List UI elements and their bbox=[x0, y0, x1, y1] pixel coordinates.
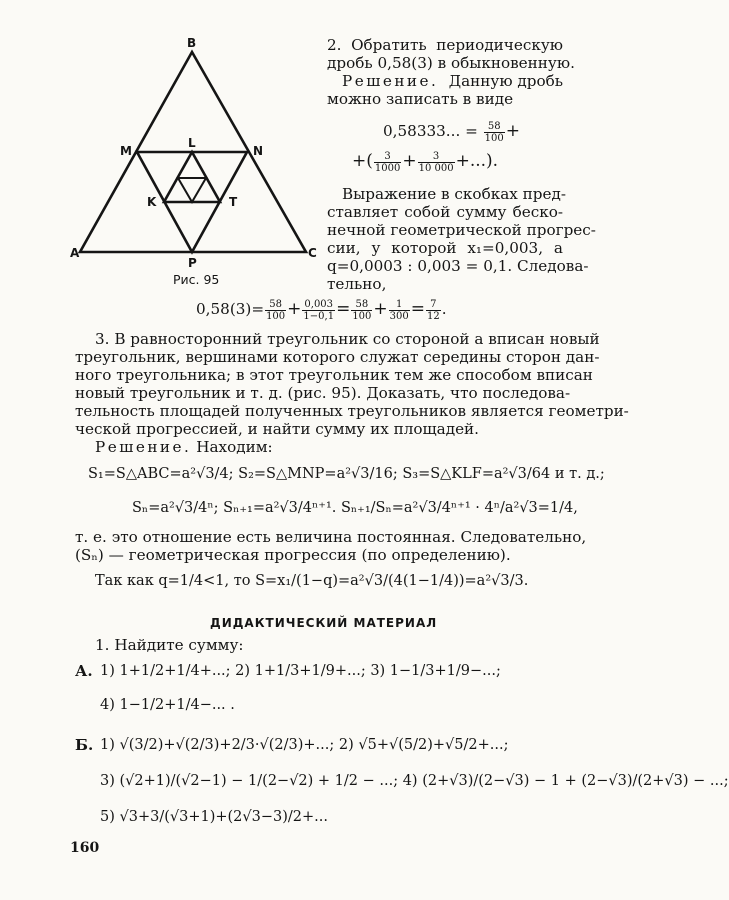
page-number: 160 bbox=[70, 840, 100, 856]
formula-result: 0,58(3)= $\frac{58}{100}$ + $\frac{0,003}{1-0,1}$ = $\frac{58}{100}$ + $\frac{1}{300}$ = $\frac{7}{12}$ . bbox=[196, 298, 447, 322]
group-b-row1: 1) √(3/2)+√(2/3)+2/3·√(2/3)+...; 2) √5+√(5/2)+√5/2+...; bbox=[100, 737, 509, 753]
vertex-label-a: A bbox=[70, 246, 80, 260]
problem3-line6: ческой прогрессией, и найти сумму их площадей. bbox=[75, 420, 480, 438]
problem3-line1: 3. В равносторонний треугольник со стороной a вписан новый bbox=[95, 330, 600, 348]
problem3-conclusion-2: (Sₙ) — геометрическая прогрессия (по определению). bbox=[75, 546, 511, 564]
group-b-label: Б. bbox=[75, 736, 94, 754]
solution-word: Решение. bbox=[342, 72, 439, 90]
problem2-solution-line bbox=[342, 72, 563, 90]
vertex-label-t: T bbox=[229, 195, 238, 209]
vertex-label-c: C bbox=[308, 246, 317, 260]
group-a-row2: 4) 1−1/2+1/4−... . bbox=[100, 697, 235, 713]
problem3-line3: ного треугольника; в этот треугольник тем же способом вписан bbox=[75, 366, 593, 384]
vertex-label-b: B bbox=[187, 36, 197, 50]
formula-series: +( $\frac{3}{1000}$ + $\frac{3}{10 000}$ +...). bbox=[352, 150, 499, 174]
task1-title: 1. Найдите сумму: bbox=[95, 636, 244, 654]
formula-0-58333: 0,58333... = $\frac{58}{100}$ + bbox=[383, 120, 521, 144]
solution-rest: Данную дробь bbox=[448, 72, 563, 90]
didactic-heading: ДИДАКТИЧЕСКИЙ МАТЕРИАЛ bbox=[210, 616, 438, 630]
vertex-label-p: P bbox=[188, 256, 197, 270]
problem3-line5: тельность площадей полученных треугольников является геометри- bbox=[75, 402, 629, 420]
problem2-text-1: Выражение в скобках пред- bbox=[342, 185, 566, 203]
figure-95-triangles bbox=[60, 30, 330, 270]
formula-sum: Так как q=1/4<1, то S=x₁/(1−q)=a²√3/(4(1−1/4))=a²√3/3. bbox=[95, 573, 529, 589]
vertex-label-m: M bbox=[120, 144, 132, 158]
group-b-row3: 5) √3+3/(√3+1)+(2√3−3)/2+... bbox=[100, 809, 328, 825]
problem2-text-4: сии, у которой x₁=0,003, а bbox=[327, 239, 563, 257]
problem2-line2: дробь 0,58(3) в обыкновенную. bbox=[327, 54, 575, 72]
problem2-text-6: тельно, bbox=[327, 275, 387, 293]
vertex-label-n: N bbox=[253, 144, 264, 158]
problem2-text-3: нечной геометрической прогрес- bbox=[327, 221, 596, 239]
group-a-row1: 1) 1+1/2+1/4+...; 2) 1+1/3+1/9+...; 3) 1−1/3+1/9−...; bbox=[100, 663, 501, 679]
problem2-line4: можно записать в виде bbox=[327, 90, 514, 108]
group-b-row2: 3) (√2+1)/(√2−1) − 1/(2−√2) + 1/2 − ...; 4) (2+√3)/(2−√3) − 1 + (2−√3)/(2+√3) − ...; bbox=[100, 773, 729, 789]
problem3-solution: Решение. Находим: bbox=[95, 438, 273, 456]
figure-caption: Рис. 95 bbox=[173, 272, 220, 287]
problem2-text-2: ставляет собой сумму беско- bbox=[327, 203, 563, 221]
problem3-line4: новый треугольник и т. д. (рис. 95). Доказать, что последова- bbox=[75, 384, 571, 402]
problem3-conclusion-1: т. е. это отношение есть величина постоянная. Следовательно, bbox=[75, 528, 587, 546]
vertex-label-l: L bbox=[188, 136, 196, 150]
formula-areas-2: Sₙ=a²√3/4ⁿ; Sₙ₊₁=a²√3/4ⁿ⁺¹. Sₙ₊₁/Sₙ=a²√3/4ⁿ⁺¹ · 4ⁿ/a²√3=1/4, bbox=[132, 500, 578, 516]
triangle-inner bbox=[178, 178, 206, 202]
problem2-line1: 2. Обратить периодическую bbox=[327, 36, 563, 54]
formula-areas-1: S₁=S△ABC=a²√3/4; S₂=S△MNP=a²√3/16; S₃=S△KLF=a²√3/64 и т. д.; bbox=[88, 466, 605, 482]
problem2-text-5: q=0,0003 : 0,003 = 0,1. Следова- bbox=[327, 257, 589, 275]
vertex-label-k: K bbox=[147, 195, 157, 209]
problem3-line2: треугольник, вершинами которого служат середины сторон дан- bbox=[75, 348, 600, 366]
group-a-label: А. bbox=[75, 662, 93, 680]
